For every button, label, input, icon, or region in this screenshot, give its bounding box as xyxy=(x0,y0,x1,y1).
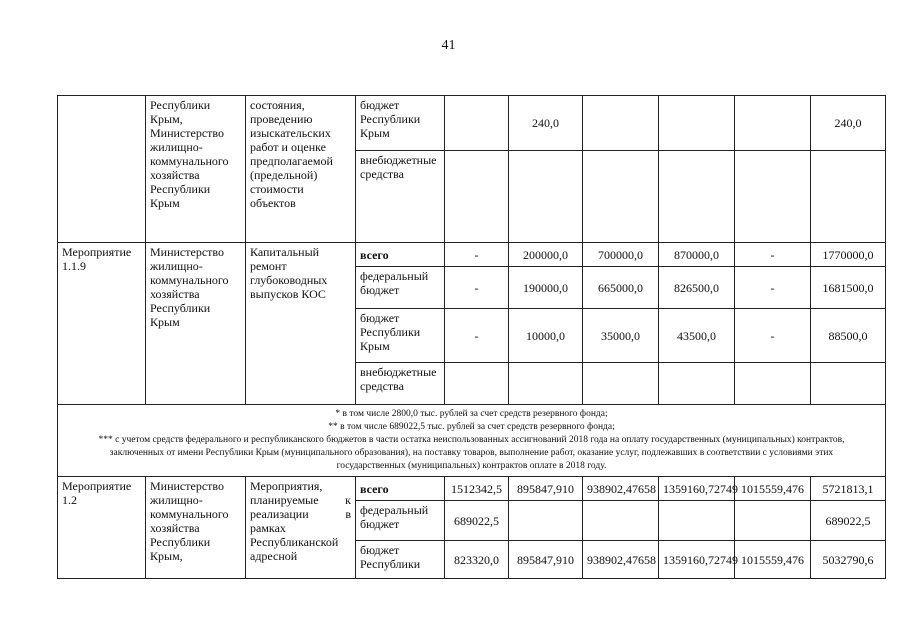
executor-cell: Министерство жилищно-коммунального хозяйства Республики Крым xyxy=(146,243,246,405)
total-cell xyxy=(811,151,886,243)
funding-source: всего xyxy=(356,243,445,267)
value-cell: - xyxy=(445,267,509,309)
value-cell: 1512342,5 xyxy=(445,477,509,501)
value-cell xyxy=(583,501,659,541)
executor-cell: Министерство жилищно-коммунального хозяйства Республики Крым, xyxy=(146,477,246,579)
value-cell: - xyxy=(735,267,811,309)
table-row xyxy=(58,96,886,151)
total-cell: 5721813,1 xyxy=(811,477,886,501)
funding-source: бюджет Республики Крым xyxy=(356,309,445,363)
activity-name-cell: состояния, проведению изыскательских работ и оценке предполагаемой (предельной) стоимости объектов xyxy=(246,96,356,243)
activity-name-cell: Капитальный ремонт глубоководных выпусков КОС xyxy=(246,243,356,405)
funding-source: внебюджетные средства xyxy=(356,363,445,405)
value-cell: - xyxy=(445,243,509,267)
value-cell: 826500,0 xyxy=(659,267,735,309)
value-cell: 689022,5 xyxy=(445,501,509,541)
value-cell: 190000,0 xyxy=(509,267,583,309)
total-cell: 689022,5 xyxy=(811,501,886,541)
funding-source: бюджет Республики Крым xyxy=(356,96,445,151)
funding-source: внебюджетные средства xyxy=(356,151,445,243)
funding-source: всего xyxy=(356,477,445,501)
value-cell: 870000,0 xyxy=(659,243,735,267)
table-row xyxy=(58,243,886,267)
funding-source: бюджет Республики xyxy=(356,541,445,579)
table-row xyxy=(58,405,886,477)
total-cell: 240,0 xyxy=(811,96,886,151)
value-cell: 1359160,72749 xyxy=(659,541,735,579)
total-cell: 5032790,6 xyxy=(811,541,886,579)
event-cell: Мероприятие 1.1.9 xyxy=(58,243,146,405)
value-cell: 1015559,476 xyxy=(735,477,811,501)
value-cell: 938902,47658 xyxy=(583,477,659,501)
value-cell: 240,0 xyxy=(509,96,583,151)
value-cell: 895847,910 xyxy=(509,541,583,579)
value-cell: 1015559,476 xyxy=(735,541,811,579)
value-cell: 43500,0 xyxy=(659,309,735,363)
budget-table xyxy=(57,95,886,579)
page-number: 41 xyxy=(441,38,456,53)
value-cell xyxy=(735,96,811,151)
value-cell: 938902,47658 xyxy=(583,541,659,579)
value-cell: 200000,0 xyxy=(509,243,583,267)
value-cell xyxy=(583,363,659,405)
footnote: ** в том числе 689022,5 тыс. рублей за счет средств резервного фонда; xyxy=(328,422,615,432)
footnote: * в том числе 2800,0 тыс. рублей за счет средств резервного фонда; xyxy=(335,409,608,419)
activity-name-cell: Мероприятия, планируемые к реализации в рамках Республиканской адресной xyxy=(246,477,356,579)
executor-cell: Республики Крым, Министерство жилищно-коммунального хозяйства Республики Крым xyxy=(146,96,246,243)
funding-source: федеральный бюджет xyxy=(356,267,445,309)
total-cell: 1770000,0 xyxy=(811,243,886,267)
table-row xyxy=(58,477,886,501)
value-cell: 700000,0 xyxy=(583,243,659,267)
value-cell xyxy=(583,151,659,243)
value-cell xyxy=(445,96,509,151)
value-cell xyxy=(735,363,811,405)
value-cell xyxy=(735,151,811,243)
value-cell xyxy=(509,363,583,405)
value-cell: - xyxy=(735,243,811,267)
total-cell: 88500,0 xyxy=(811,309,886,363)
footnotes xyxy=(58,405,886,477)
value-cell: 1359160,72749 xyxy=(659,477,735,501)
value-cell: 10000,0 xyxy=(509,309,583,363)
value-cell xyxy=(659,96,735,151)
value-cell xyxy=(509,501,583,541)
value-cell xyxy=(445,151,509,243)
funding-source: федеральный бюджет xyxy=(356,501,445,541)
value-cell: - xyxy=(445,309,509,363)
value-cell xyxy=(659,151,735,243)
value-cell xyxy=(583,96,659,151)
footnote: *** с учетом средств федерального и республиканского бюджетов в части остатка неиспользованных ассигнований 2018 года на оплату государственных (муниципальных) контрактов, заключенных от имени Республики Крым (муниципального образования), на поставку товаров, выполнение работ, оказание услуг, подлежавших в соответствии с условиями этих государственных (муниципальных) контрактов оплате в 2018 году. xyxy=(98,435,845,471)
total-cell: 1681500,0 xyxy=(811,267,886,309)
value-cell: 823320,0 xyxy=(445,541,509,579)
value-cell xyxy=(509,151,583,243)
value-cell xyxy=(735,501,811,541)
value-cell: 35000,0 xyxy=(583,309,659,363)
value-cell: - xyxy=(735,309,811,363)
value-cell: 665000,0 xyxy=(583,267,659,309)
event-cell xyxy=(58,96,146,243)
value-cell xyxy=(659,501,735,541)
value-cell xyxy=(659,363,735,405)
value-cell xyxy=(445,363,509,405)
total-cell xyxy=(811,363,886,405)
value-cell: 895847,910 xyxy=(509,477,583,501)
event-cell: Мероприятие 1.2 xyxy=(58,477,146,579)
